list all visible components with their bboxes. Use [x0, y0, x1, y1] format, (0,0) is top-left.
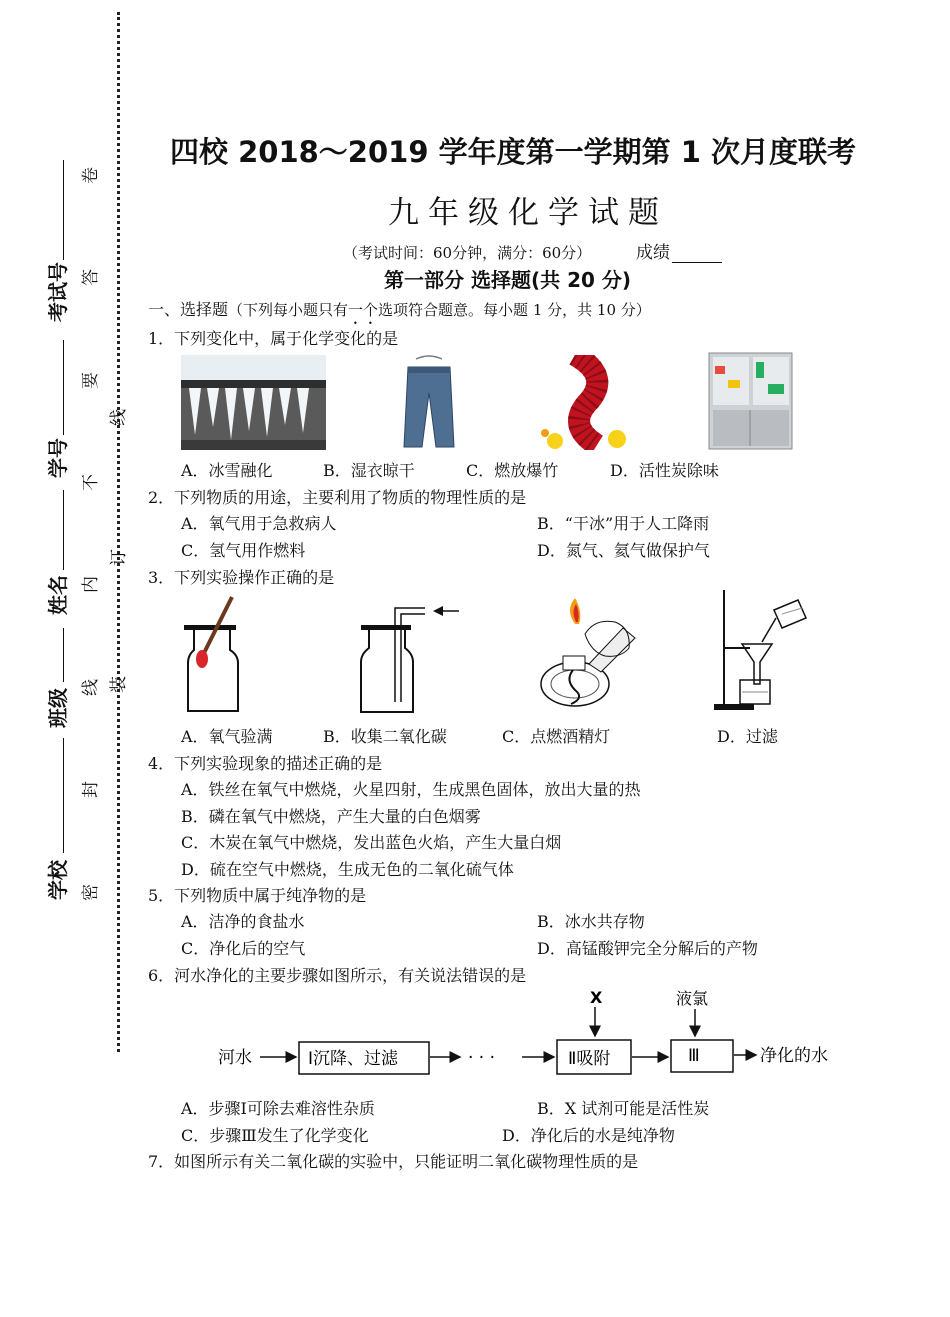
question-stem: 7．如图所示有关二氧化碳的实验中，只能证明二氧化碳物理性质的是	[148, 1152, 639, 1171]
question-stem: 1．下列变化中，属于化学变化的是	[148, 329, 399, 348]
option[interactable]: D．高锰酸钾完全分解后的产物	[537, 939, 758, 958]
section-note	[228, 301, 651, 319]
option[interactable]: C．木炭在氧气中燃烧，发出蓝色火焰，产生大量白烟	[181, 833, 562, 852]
exam-number-field[interactable]	[63, 160, 64, 260]
option[interactable]: C．步骤Ⅲ发生了化学变化	[181, 1126, 369, 1145]
option[interactable]: C．点燃酒精灯	[502, 727, 611, 746]
seal-char: 线	[81, 679, 101, 696]
option[interactable]: A．氧气验满	[181, 727, 273, 746]
section-title: 一、选择题	[148, 300, 229, 319]
option[interactable]: C．燃放爆竹	[466, 461, 559, 480]
exam-subtitle: 九年级化学试题	[388, 195, 668, 231]
option[interactable]: A．氧气用于急救病人	[181, 514, 337, 533]
question-stem: 6．河水净化的主要步骤如图所示，有关说法错误的是	[148, 966, 527, 985]
option[interactable]: B．“干冰”用于人工降雨	[537, 514, 710, 533]
option[interactable]: D．过滤	[717, 727, 778, 746]
exam-info	[343, 238, 722, 263]
option[interactable]: B．X 试剂可能是活性炭	[537, 1099, 710, 1118]
student-number-label: 学号	[46, 438, 70, 478]
score-field[interactable]	[672, 262, 722, 263]
option[interactable]: A．冰雪融化	[181, 461, 273, 480]
seal-char: 封	[81, 781, 101, 798]
exam-title: 四校 2018～2019 学年度第一学期第 1 次月度联考	[170, 135, 856, 169]
class-field[interactable]	[63, 628, 64, 682]
flow-output: 净化的水	[760, 1046, 828, 1066]
firecracker-image	[535, 355, 637, 450]
option[interactable]: A．洁净的食盐水	[181, 912, 305, 931]
section-heading	[148, 297, 651, 328]
question-stem: 3．下列实验操作正确的是	[148, 568, 335, 587]
option[interactable]: D．活性炭除味	[610, 461, 719, 480]
option[interactable]: A．铁丝在氧气中燃烧，火星四射，生成黑色固体，放出大量的热	[181, 780, 641, 799]
co2-collection-diagram	[355, 600, 465, 715]
option[interactable]: B．收集二氧化碳	[323, 727, 447, 746]
option[interactable]: D．硫在空气中燃烧，生成无色的二氧化硫气体	[181, 860, 514, 879]
margin-char: 装	[109, 676, 129, 693]
name-field[interactable]	[63, 490, 64, 570]
flow-reagent-cl: 液氯	[676, 989, 709, 1008]
flow-step2: Ⅱ吸附	[568, 1049, 611, 1069]
question-stem: 5．下列物质中属于纯净物的是	[148, 886, 367, 905]
section-note-post: 选项符合题意。每小题 1 分，共 10 分）	[378, 301, 651, 319]
flow-step3: Ⅲ	[688, 1046, 700, 1066]
part-title: 第一部分 选择题(共 20 分)	[384, 268, 632, 292]
class-label: 班级	[46, 688, 70, 728]
section-note-emphasis: 一个	[348, 301, 379, 319]
section-note-pre: （下列每小题只有	[228, 301, 349, 319]
option[interactable]: B．磷在氧气中燃烧，产生大量的白色烟雾	[181, 807, 481, 826]
score-label: 成绩	[635, 243, 670, 263]
option[interactable]: A．步骤Ⅰ可除去难溶性杂质	[181, 1099, 375, 1118]
seal-char: 卷	[81, 167, 101, 184]
school-field[interactable]	[63, 738, 64, 853]
seal-char: 内	[81, 576, 101, 593]
refrigerator-image	[708, 352, 793, 450]
question-stem: 4．下列实验现象的描述正确的是	[148, 754, 383, 773]
option[interactable]: C．氢气用作燃料	[181, 541, 306, 560]
seal-char: 要	[81, 372, 101, 389]
water-purification-flowchart	[210, 985, 850, 1080]
oxygen-test-diagram	[180, 595, 250, 715]
option[interactable]: D．净化后的水是纯净物	[502, 1126, 675, 1145]
flow-step1: Ⅰ沉降、过滤	[308, 1049, 399, 1069]
option[interactable]: B．冰水共存物	[537, 912, 645, 931]
school-label: 学校	[46, 860, 70, 900]
option[interactable]: C．净化后的空气	[181, 939, 306, 958]
exam-number-label: 考试号	[46, 262, 70, 322]
question-stem: 2．下列物质的用途，主要利用了物质的物理性质的是	[148, 488, 527, 507]
exam-time-info: （考试时间：60分钟，满分：60分）	[343, 244, 592, 262]
option[interactable]: D．氮气、氦气做保护气	[537, 541, 710, 560]
ice-melting-image	[181, 355, 326, 450]
seal-char: 密	[81, 884, 101, 901]
flow-reagent-x: X	[590, 988, 603, 1007]
binding-dotted-line	[117, 12, 120, 1052]
flow-dots: · · ·	[468, 1048, 496, 1068]
flow-step3-box	[671, 1040, 733, 1072]
margin-char: 订	[109, 549, 129, 566]
option[interactable]: B．湿衣晾干	[323, 461, 415, 480]
seal-char: 答	[81, 269, 101, 286]
wet-jeans-image	[398, 355, 460, 450]
filtration-diagram	[710, 588, 810, 713]
flow-input: 河水	[218, 1048, 252, 1068]
alcohol-lamp-diagram	[535, 598, 640, 716]
name-label: 姓名	[46, 575, 70, 615]
seal-char: 不	[81, 474, 101, 491]
margin-char: 线	[109, 409, 129, 426]
student-number-field[interactable]	[63, 340, 64, 435]
